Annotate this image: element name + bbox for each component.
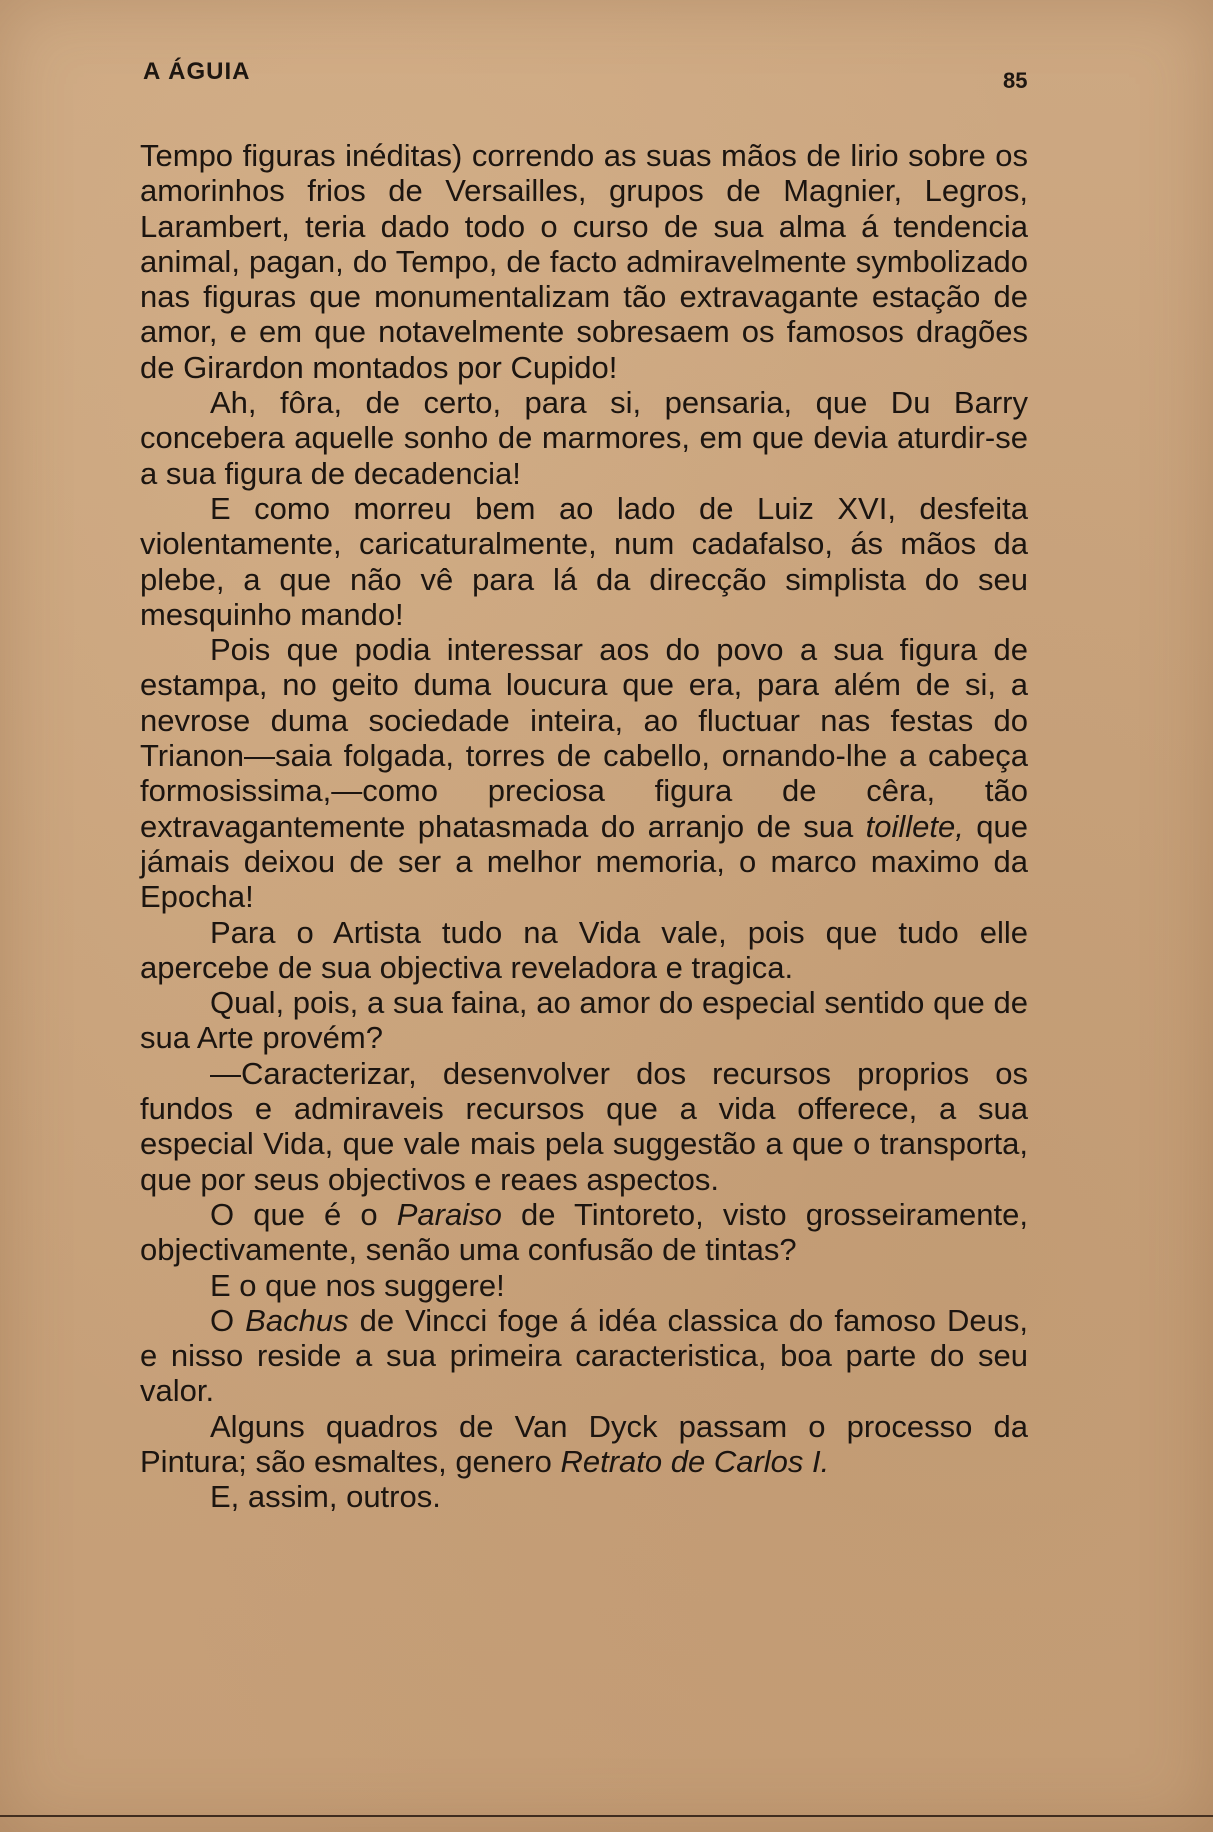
paragraph: E como morreu bem ao lado de Luiz XVI, desfeita violentamente, caricaturalmente, num cadafalso, ás mãos da plebe, a que não vê para lá da direcção simplista do seu mesquinho mando! (140, 490, 1028, 632)
paragraph: E o que nos suggere! (210, 1267, 505, 1303)
paragraph: —Caracterizar, desenvolver dos recursos proprios os fundos e admiraveis recursos que a vida offerece, a sua especial Vida, que vale mais pela suggestão a que o transporta, que por seus objectivos e reaes aspectos. (140, 1055, 1028, 1197)
paragraph: Tempo figuras inéditas) correndo as suas mãos de lirio sobre os amorinhos frios de Versailles, grupos de Magnier, Legros, Larambert, teria dado todo o curso de sua alma á tendencia animal, pagan, do Tempo, de facto admiravelmente symbolizado nas figuras que monumentalizam tão extravagante estação de amor, e em que notavelmente sobresaem os famosos dragões de Girardon montados por Cupido! (140, 138, 1028, 385)
italic-text: Paraiso (396, 1196, 502, 1232)
paragraph (140, 632, 1028, 914)
running-head: A ÁGUIA (143, 58, 251, 85)
italic-text: toillete, (865, 808, 964, 844)
text-run: que jámais deixou de ser a melhor memoria, o marco maximo da Epocha! (140, 808, 1028, 915)
text-run: de Vincci foge á idéa classica do famoso Deus, e nisso reside a sua primeira caracteristica, boa parte do seu valor. (140, 1302, 1028, 1409)
paragraph (140, 1197, 1028, 1268)
text-run: Alguns quadros de Van Dyck passam o processo da Pintura; são esmaltes, genero (140, 1408, 1028, 1479)
page-number: 85 (1003, 68, 1028, 93)
text-run: Pois que podia interessar aos do povo a sua figura de estampa, no geito duma loucura que era, para além de si, a nevrose duma sociedade inteira, ao fluctuar nas festas do Trianon—saia folgada, torres de cabello, ornando-lhe a cabeça formosissima,—como preciosa figura de cêra, tão extravagantemente phatasmada do arranjo de sua (140, 632, 1028, 844)
text-run: O que é o (210, 1196, 397, 1232)
bottom-rule (0, 1815, 1213, 1817)
paragraph (140, 1303, 1028, 1409)
body-text (140, 138, 1028, 1515)
paragraph: Ah, fôra, de certo, para si, pensaria, que Du Barry concebera aquelle sonho de marmores, em que devia aturdir-se a sua figura de decadencia! (140, 385, 1028, 491)
italic-text: Bachus (245, 1302, 349, 1338)
paragraph: Qual, pois, a sua faina, ao amor do especial sentido que de sua Arte provém? (140, 985, 1028, 1056)
text-run: O (210, 1302, 246, 1338)
italic-text: Retrato de Carlos I. (560, 1443, 830, 1479)
paragraph: Para o Artista tudo na Vida vale, pois que tudo elle apercebe de sua objectiva reveladora e tragica. (140, 914, 1028, 985)
text-run: de Tintoreto, visto grosseiramente, objectivamente, senão uma confusão de tintas? (140, 1196, 1028, 1268)
paragraph: E, assim, outros. (210, 1479, 441, 1515)
paragraph (140, 1409, 1028, 1480)
